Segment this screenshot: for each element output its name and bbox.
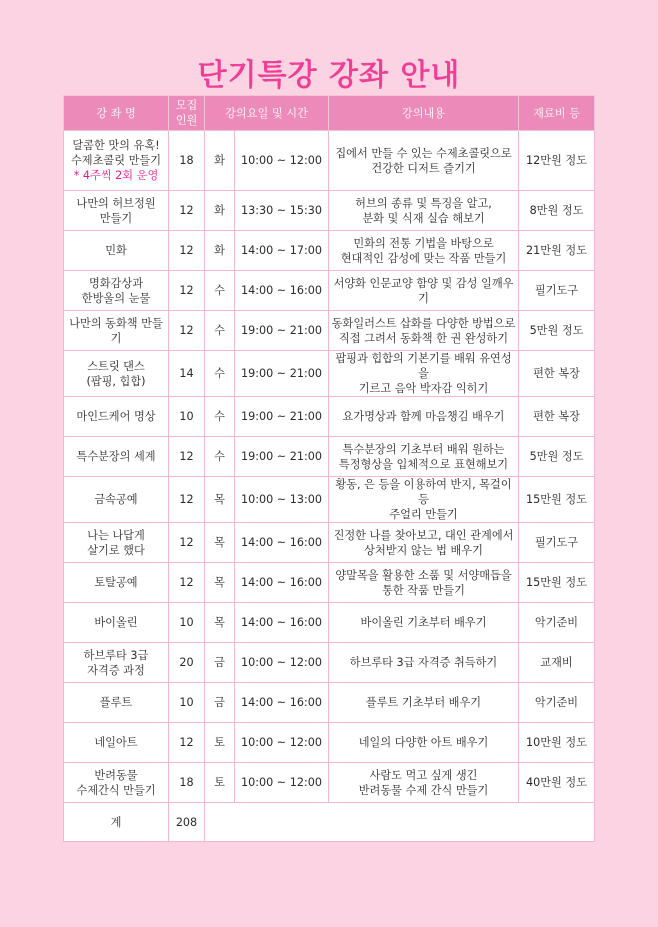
course-content <box>329 643 519 683</box>
course-cost: 8만원 정도 <box>519 191 595 231</box>
course-capacity: 12 <box>169 271 205 311</box>
table-row <box>64 643 595 683</box>
course-name-line: (팝핑, 힙합) <box>86 374 146 388</box>
course-content <box>329 191 519 231</box>
course-content-line: 허브의 종류 및 특징을 알고, <box>355 196 492 210</box>
course-cost: 악기준비 <box>519 603 595 643</box>
course-cost: 10만원 정도 <box>519 723 595 763</box>
course-time: 19:00 ~ 21:00 <box>235 311 329 351</box>
course-content <box>329 397 519 437</box>
course-time: 13:30 ~ 15:30 <box>235 191 329 231</box>
course-time: 14:00 ~ 16:00 <box>235 523 329 563</box>
course-content-line: 건강한 디저트 즐기기 <box>371 161 476 175</box>
course-cost: 편한 복장 <box>519 351 595 397</box>
course-time: 10:00 ~ 12:00 <box>235 723 329 763</box>
course-name-line: 살기로 했다 <box>87 543 145 557</box>
course-name-line: 반려동물 <box>94 768 138 782</box>
course-name <box>64 603 169 643</box>
course-name-line: 플루트 <box>99 696 133 709</box>
course-name <box>64 271 169 311</box>
total-label: 계 <box>64 803 169 842</box>
course-content-line: 직접 그려서 동화책 한 권 완성하기 <box>338 331 509 345</box>
course-capacity: 12 <box>169 723 205 763</box>
course-name-line: 토탈공예 <box>94 576 138 589</box>
course-time: 10:00 ~ 12:00 <box>235 131 329 191</box>
course-time: 19:00 ~ 21:00 <box>235 351 329 397</box>
course-capacity: 10 <box>169 603 205 643</box>
course-day: 수 <box>205 311 235 351</box>
course-name-line: 하브루타 3급 <box>83 648 149 662</box>
course-name-line: 달콤한 맛의 유혹! <box>72 139 160 152</box>
course-name-line: 금속공예 <box>94 493 138 506</box>
header-content: 강의내용 <box>329 96 519 131</box>
table-row <box>64 683 595 723</box>
course-time: 14:00 ~ 16:00 <box>235 563 329 603</box>
course-name-line: 나만의 동화책 만들기 <box>69 316 163 345</box>
course-capacity: 12 <box>169 191 205 231</box>
course-content-line: 동화일러스트 삽화를 다양한 방법으로 <box>331 316 516 330</box>
course-time: 19:00 ~ 21:00 <box>235 397 329 437</box>
course-capacity: 12 <box>169 563 205 603</box>
header-cost: 재료비 등 <box>519 96 595 131</box>
course-capacity: 12 <box>169 477 205 523</box>
course-content-line: 서양화 인문교양 함양 및 감성 일깨우기 <box>333 276 514 305</box>
course-cost: 필기도구 <box>519 523 595 563</box>
course-capacity: 12 <box>169 231 205 271</box>
course-content <box>329 763 519 803</box>
table-row <box>64 437 595 477</box>
course-content-line: 특정형상을 입체적으로 표현해보기 <box>338 457 509 471</box>
course-day: 토 <box>205 723 235 763</box>
course-day: 금 <box>205 643 235 683</box>
course-time: 14:00 ~ 16:00 <box>235 271 329 311</box>
course-content-line: 하브루타 3급 자격증 취득하기 <box>349 656 498 669</box>
course-content <box>329 231 519 271</box>
course-name-line: 바이올린 <box>94 616 138 629</box>
header-course-name: 강 좌 명 <box>64 96 169 131</box>
course-name <box>64 437 169 477</box>
course-name <box>64 477 169 523</box>
course-content-line: 기르고 음악 박자감 익히기 <box>358 382 489 395</box>
course-cost: 5만원 정도 <box>519 437 595 477</box>
course-cost: 편한 복장 <box>519 397 595 437</box>
course-cost: 21만원 정도 <box>519 231 595 271</box>
table-row <box>64 563 595 603</box>
course-note: * 4주씩 2회 운영 <box>73 169 159 182</box>
course-day: 화 <box>205 131 235 191</box>
course-day: 토 <box>205 763 235 803</box>
course-capacity: 10 <box>169 397 205 437</box>
course-time: 14:00 ~ 17:00 <box>235 231 329 271</box>
table-row <box>64 351 595 397</box>
course-name-line: 나는 나답게 <box>87 528 145 542</box>
course-content-line: 플루트 기초부터 배우기 <box>365 696 482 709</box>
course-content-line: 양말목을 활용한 소품 및 서양매듭을 <box>335 568 512 582</box>
course-name-line: 네일아트 <box>94 736 138 749</box>
course-time: 10:00 ~ 12:00 <box>235 643 329 683</box>
course-time: 14:00 ~ 16:00 <box>235 683 329 723</box>
course-cost: 교재비 <box>519 643 595 683</box>
course-content <box>329 603 519 643</box>
course-content-line: 통한 작품 만들기 <box>382 583 465 597</box>
table-row <box>64 191 595 231</box>
table-row <box>64 603 595 643</box>
course-time: 10:00 ~ 13:00 <box>235 477 329 523</box>
course-name-line: 자격증 과정 <box>87 663 145 677</box>
total-empty-cell <box>205 803 595 842</box>
course-content-line: 바이올린 기초부터 배우기 <box>360 616 487 629</box>
table-row <box>64 723 595 763</box>
course-content <box>329 131 519 191</box>
course-table-body <box>64 131 595 803</box>
course-content-line: 주얼리 만들기 <box>389 508 458 521</box>
course-content <box>329 683 519 723</box>
course-capacity: 18 <box>169 131 205 191</box>
course-day: 금 <box>205 683 235 723</box>
table-row <box>64 311 595 351</box>
course-name-line: 수제초콜릿 만들기 <box>70 154 161 167</box>
course-content-line: 현대적인 감성에 맞는 작품 만들기 <box>340 251 507 265</box>
table-header-row <box>64 96 595 131</box>
course-content-line: 사람도 먹고 싶게 생긴 <box>369 768 478 782</box>
course-cost: 악기준비 <box>519 683 595 723</box>
total-capacity: 208 <box>169 803 205 842</box>
course-name-line: 나만의 허브정원 <box>76 196 156 210</box>
table-row <box>64 763 595 803</box>
course-capacity: 20 <box>169 643 205 683</box>
course-content-line: 네일의 다양한 아트 배우기 <box>358 736 489 749</box>
course-name <box>64 231 169 271</box>
course-content-line: 진정한 나를 찾아보고, 대인 관계에서 <box>333 528 514 542</box>
page-title: 단기특강 강좌 안내 <box>197 58 461 93</box>
course-content <box>329 563 519 603</box>
course-name-line: 명화감상과 <box>88 276 144 290</box>
course-cost: 5만원 정도 <box>519 311 595 351</box>
table-row <box>64 271 595 311</box>
course-content-line: 민화의 전통 기법을 바탕으로 <box>353 236 494 250</box>
course-name <box>64 723 169 763</box>
course-name <box>64 643 169 683</box>
course-name-line: 민화 <box>105 244 127 257</box>
course-name <box>64 563 169 603</box>
course-cost: 필기도구 <box>519 271 595 311</box>
course-content-line: 황동, 은 등을 이용하여 반지, 목걸이 등 <box>335 478 512 506</box>
course-content <box>329 477 519 523</box>
course-day: 목 <box>205 603 235 643</box>
course-name <box>64 351 169 397</box>
header-schedule: 강의요일 및 시간 <box>205 96 329 131</box>
total-row <box>64 803 595 842</box>
course-name <box>64 311 169 351</box>
course-day: 화 <box>205 191 235 231</box>
course-day: 수 <box>205 437 235 477</box>
course-name-line: 수제간식 만들기 <box>76 783 156 797</box>
course-cost: 15만원 정도 <box>519 563 595 603</box>
course-name-line: 마인드케어 명상 <box>76 410 156 423</box>
course-capacity: 18 <box>169 763 205 803</box>
course-name-line: 한방울의 눈물 <box>81 291 151 305</box>
course-content-line: 분화 및 식재 실습 해보기 <box>362 211 485 225</box>
course-name <box>64 131 169 191</box>
course-time: 19:00 ~ 21:00 <box>235 437 329 477</box>
course-day: 목 <box>205 563 235 603</box>
course-capacity: 12 <box>169 437 205 477</box>
course-cost: 15만원 정도 <box>519 477 595 523</box>
course-name <box>64 191 169 231</box>
course-name <box>64 683 169 723</box>
table-row <box>64 397 595 437</box>
course-day: 수 <box>205 271 235 311</box>
header-capacity-line: 인원 <box>175 114 198 127</box>
course-day: 화 <box>205 231 235 271</box>
table-row <box>64 231 595 271</box>
course-name-line: 만들기 <box>99 211 133 225</box>
course-content-line: 특수분장의 기초부터 배워 원하는 <box>342 442 505 456</box>
course-cost: 40만원 정도 <box>519 763 595 803</box>
course-content <box>329 523 519 563</box>
course-time: 14:00 ~ 16:00 <box>235 603 329 643</box>
course-cost: 12만원 정도 <box>519 131 595 191</box>
course-content-line: 집에서 만들 수 있는 수제초콜릿으로 <box>335 146 512 160</box>
course-content <box>329 271 519 311</box>
course-capacity: 14 <box>169 351 205 397</box>
course-capacity: 10 <box>169 683 205 723</box>
course-content <box>329 437 519 477</box>
header-capacity-line: 모집 <box>175 99 198 112</box>
course-content-line: 반려동물 수제 간식 만들기 <box>358 783 489 797</box>
course-content <box>329 723 519 763</box>
course-name-line: 특수분장의 세계 <box>76 450 156 463</box>
table-row <box>64 523 595 563</box>
course-content-line: 상처받지 않는 법 배우기 <box>364 543 483 557</box>
header-capacity <box>169 96 205 131</box>
course-name <box>64 763 169 803</box>
table-row <box>64 477 595 523</box>
course-day: 수 <box>205 351 235 397</box>
course-day: 수 <box>205 397 235 437</box>
course-content <box>329 311 519 351</box>
course-capacity: 12 <box>169 523 205 563</box>
course-content <box>329 351 519 397</box>
course-day: 목 <box>205 523 235 563</box>
course-table <box>63 95 595 842</box>
course-name <box>64 397 169 437</box>
table-row <box>64 131 595 191</box>
course-name <box>64 523 169 563</box>
course-content-line: 팝핑과 힙합의 기본기를 배워 유연성을 <box>335 352 512 380</box>
course-time: 10:00 ~ 12:00 <box>235 763 329 803</box>
course-day: 목 <box>205 477 235 523</box>
course-name-line: 스트릿 댄스 <box>87 359 145 373</box>
course-content-line: 요가명상과 함께 마음챙김 배우기 <box>342 410 505 423</box>
course-capacity: 12 <box>169 311 205 351</box>
